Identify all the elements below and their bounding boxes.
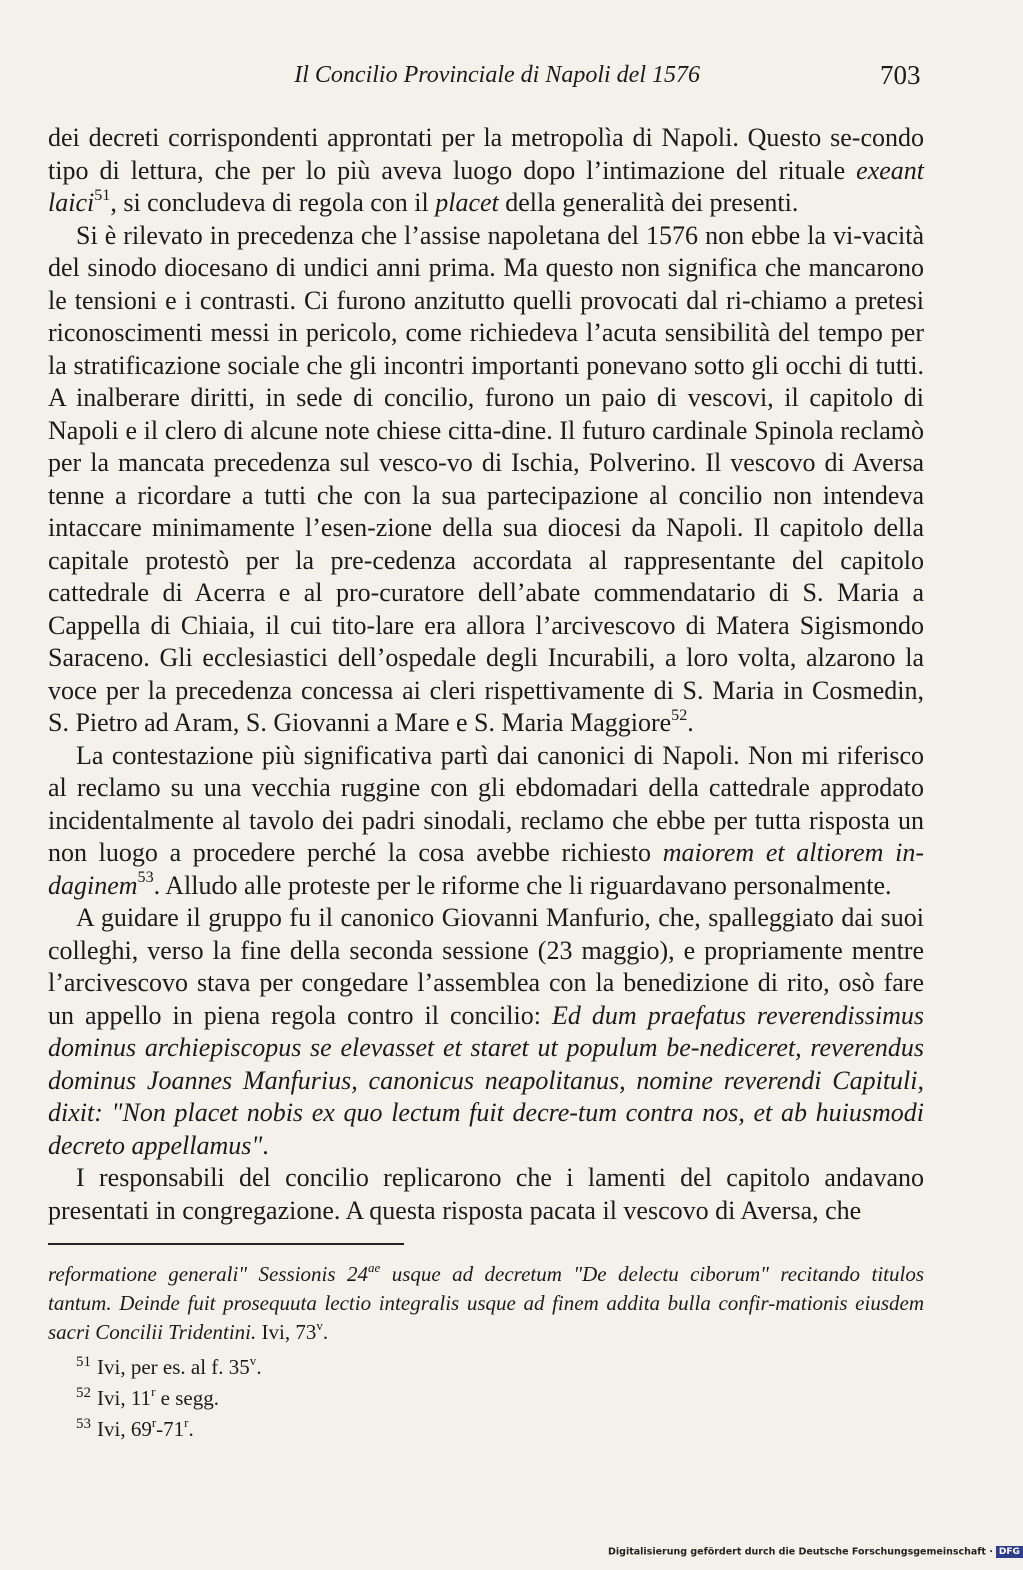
footnote-51: $^{51}$ Ivi, per es. al f. 35$^v$.: [76, 1352, 262, 1379]
footnote-52: $^{52}$ Ivi, 11$^r$ e segg.: [76, 1383, 219, 1410]
footnote-ref-52: 52: [671, 706, 688, 724]
footnote-ref-51: 51: [94, 186, 111, 204]
footnote-continuation: reformatione generali" Sessionis $24^{ae}$ usque ad decretum "De delectu ciborum" recitando titulos tantum. Deinde fuit prosequuta lectio integralis usque ad finem addita bulla confir-mationis eiusdem sacri Concilii Tridentini. Ivi, 73$^v$.: [48, 1259, 924, 1344]
paragraph-3: La contestazione più significativa partì dai canonici di Napoli. Non mi riferisco al reclamo su una vecchia ruggine con gli ebdomadari della cattedrale approdato incidentalmente al tavolo dei padri sinodali, reclamo che ebbe per tutta risposta un non luogo a procedere perché la cosa avebbe richiesto maiorem et altiorem in-daginem$^{53}$. Alludo alle proteste per le riforme che li riguardavano personalmente.: [48, 740, 924, 900]
footnote-ref-53: 53: [137, 869, 154, 887]
paragraph-4: A guidare il gruppo fu il canonico Giovanni Manfurio, che, spalleggiato dai suoi colleghi, verso la fine della seconda sessione (23 maggio), e propriamente mentre l’arcivescovo stava per congedare l’assemblea con la benedizione di rito, osò fare un appello in piena regola contro il concilio: Ed dum praefatus reverendissimus dominus archiepiscopus se elevasset et staret ut populum be-nediceret, reverendus dominus Joannes Manfurius, canonicus neapolitanus, nomine reverendi Capituli, dixit: "Non placet nobis ex quo lectum fuit decre-tum contra nos, et ab huiusmodi decreto appellamus".: [48, 903, 924, 1160]
running-title: Il Concilio Provinciale di Napoli del 1576: [294, 62, 700, 88]
paragraph-5: I responsabili del concilio replicarono che i lamenti del capitolo andavano presentati in congregazione. A questa risposta pacata il vescovo di Aversa, che: [48, 1163, 924, 1225]
dfg-logo: DFG: [996, 1546, 1023, 1558]
paragraph-2: Si è rilevato in precedenza che l’assise napoletana del 1576 non ebbe la vi-vacità del sinodo diocesano di undici anni prima. Ma questo non significa che mancarono le tensioni e i contrasti. Ci furono anzitutto quelli provocati dal ri-chiamo a pretesi riconoscimenti messi in pericolo, come richiedeva l’acuta sensibilità del tempo per la stratificazione sociale che gli incontri importanti ponevano sotto gli occhi di tutti. A inalberare diritti, in sede di concilio, furono un paio di vescovi, il capitolo di Napoli e il clero di alcune note chiese citta-dine. Il futuro cardinale Spinola reclamò per la mancata precedenza sul vesco-vo di Ischia, Polverino. Il vescovo di Aversa tenne a ricordare a tutti che con la sua partecipazione al concilio non intendeva intaccare minimamente l’esen-zione della sua diocesi da Napoli. Il capitolo della capitale protestò per la pre-cedenza accordata al rappresentante del capitolo cattedrale di Acerra e al pro-curatore dell’abate commendatario di S. Maria a Cappella di Chiaia, il cui tito-lare era allora l’arcivescovo di Matera Sigismondo Saraceno. Gli ecclesiastici dell’ospedale degli Incurabili, a loro volta, alzarono la voce per la precedenza concessa ai cleri rispettivamente di S. Maria in Cosmedin, S. Pietro ad Aram, S. Giovanni a Mare e S. Maria Maggiore$^{52}$.: [48, 220, 924, 737]
page-number: 703: [880, 60, 921, 90]
body-text: [48, 122, 924, 1227]
digitization-credit: Digitalisierung gefördert durch die Deutsche Forschungsgemeinschaft · DFG: [608, 1546, 1023, 1558]
footnote-53: $^{53}$ Ivi, 69$^r$-71$^r$.: [76, 1414, 194, 1441]
footnote-divider: [48, 1243, 404, 1245]
paragraph-1: dei decreti corrispondenti approntati per la metropolìa di Napoli. Questo se-condo tipo di lettura, che per lo più aveva luogo dopo l’intimazione del rituale exeant laici$^{51}$, si concludeva di regola con il placet della generalità dei presenti.: [48, 123, 924, 217]
